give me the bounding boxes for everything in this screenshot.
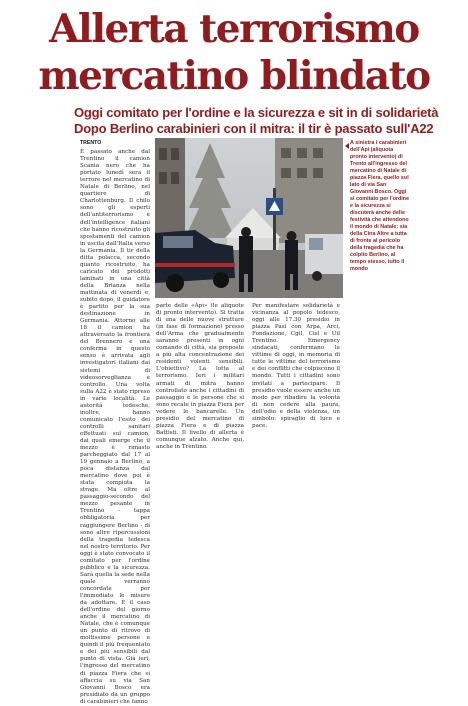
article-column-3: Per manifestare solidarietà e vicinanza al popolo tedesco, oggi alle 17.30 presidio in piazza Pasi con Arpa, Arci, Fondazione, Cgil, Cisl e Uil Trentino. Emergency sindacati, confermano le vittime di oggi, in memoria di tutte le vittime del terrorismo e dei conflitti che colpiscono il mondo. Tutti i cittadini sono invitati a partecipare. Il presidio vuole essere anche un modo per ribadire la volontà di non cedere alla paura, dell'odio e della violenza, un simbolo: spiraglio di luce e pace. xyxy=(252,303,340,429)
headline-line-2: mercatino blindato xyxy=(38,53,430,99)
carabinieri-photo-image xyxy=(155,138,343,298)
caption-arrow-icon xyxy=(345,143,349,149)
photo-caption: A sinistra i carabinieri dell'Api (aliquota pronto intervento) di Trento all'ingresso del mercatino di Natale di piazza Fiera, quello sul lato di via San Giovanni Bosco. Oggi si comitato per l'ordine e la sicurezza si discuterà anche delle festività che attendono il mondo di Natale: sia della Cina Altre a tutta di fronte al pericolo della tragedia che ha colpito Berlino, al tempo stesso, tutto il mondo xyxy=(350,140,410,272)
article-column-2: parte delle «Api» (le aliquote di pronto intervento). Si tratta di una delle nuove strutture (in fase di formazione) presso dell'Arma che gradualmente saranno presenti in ogni comando di città, sia preposte a più alta concentrazione dei residenti volenti sensibili. L'obiettivo? La lotta al terrorismo. Ieri i militari armati di mitra hanno controllato anche i cittadini di passaggio e le persone che si sono recate in piazza Fiera per vedere le bancarelle. Un presidio del mercatino di piazza Fiera e di piazza Battisti. Il livello di allerta è comunque alzato. Anche qui, anche in Trentino. xyxy=(156,303,244,450)
article-column-1 xyxy=(80,140,150,705)
article-dateline: TRENTO xyxy=(80,140,102,146)
subheadline-line-2: Dopo Berlino carabinieri con il mitra: il tir è passato sull'A22 xyxy=(74,121,434,136)
article-photo xyxy=(155,138,343,298)
article-column-1-text: È passato anche dal Trentino il camion Scania nero che ha portato lunedì sera il terrore nel mercatino di Natale di Berlino, nel quartiere di Charlottenburg. Il chilo sono gli esperti dell'antiterrorismo e dell'intelligence italiani che hanno ricostruito gli spostamenti del camion in uscita dall'Italia verso la Germania. Il tir della ditta polacca, secondo quanto ricostruito, ha caricato dei prodotti laminati in una città della Brianza nella mattinata di venerdì e, subito dopo, il guidatore è partito per la sua destinazione in Germania. Attorno alle 18 il camion ha attraversato la frontiera del Brennero e una conferma in questo senso è arrivata agli investigatori italiani dai sistemi di videosorveglianza e controllo. Una volta sulla A22 è stato ripreso in varie località. Le autorità tedesche, inoltre, hanno comunicato l'esito dei controlli sanitari effettuati sul camion, dai quali emerge che il mezzo è rimasto parcheggiato dal 17 al 19 gennaio a Berlino, a poca distanza dal mercatino dove poi è stata compiuta la strage. Ma oltre al passaggio-secondo del mezzo pesante in Trentino - tappa obbligatoria per raggiungere Berlino - di sono altre ripercussioni della tragedia tedesca nel nostro territorio. Per oggi è stato convocato il comitato per l'ordine pubblico e la sicurezza. Sarà quella la sede nella quale verranno concordate per l'immediato le misure da adottare. È il caso dell'ordine del giorno anche il mercatino di Natale, che è comunque un punto di ritrovo di moltissime persone e quindi il più frequentato e dei più sensibili dal punto di vista. Già ieri, l'ingresso del mercatino di piazza Fiera che si affaccia su via San Giovanni Bosco era presidiato da un gruppo di carabinieri che fanno xyxy=(80,149,150,705)
headline-line-1: Allerta terrorismo xyxy=(49,6,419,52)
subheadline-line-1: Oggi comitato per l'ordine e la sicurezza e sit in di solidarietà xyxy=(74,105,439,120)
